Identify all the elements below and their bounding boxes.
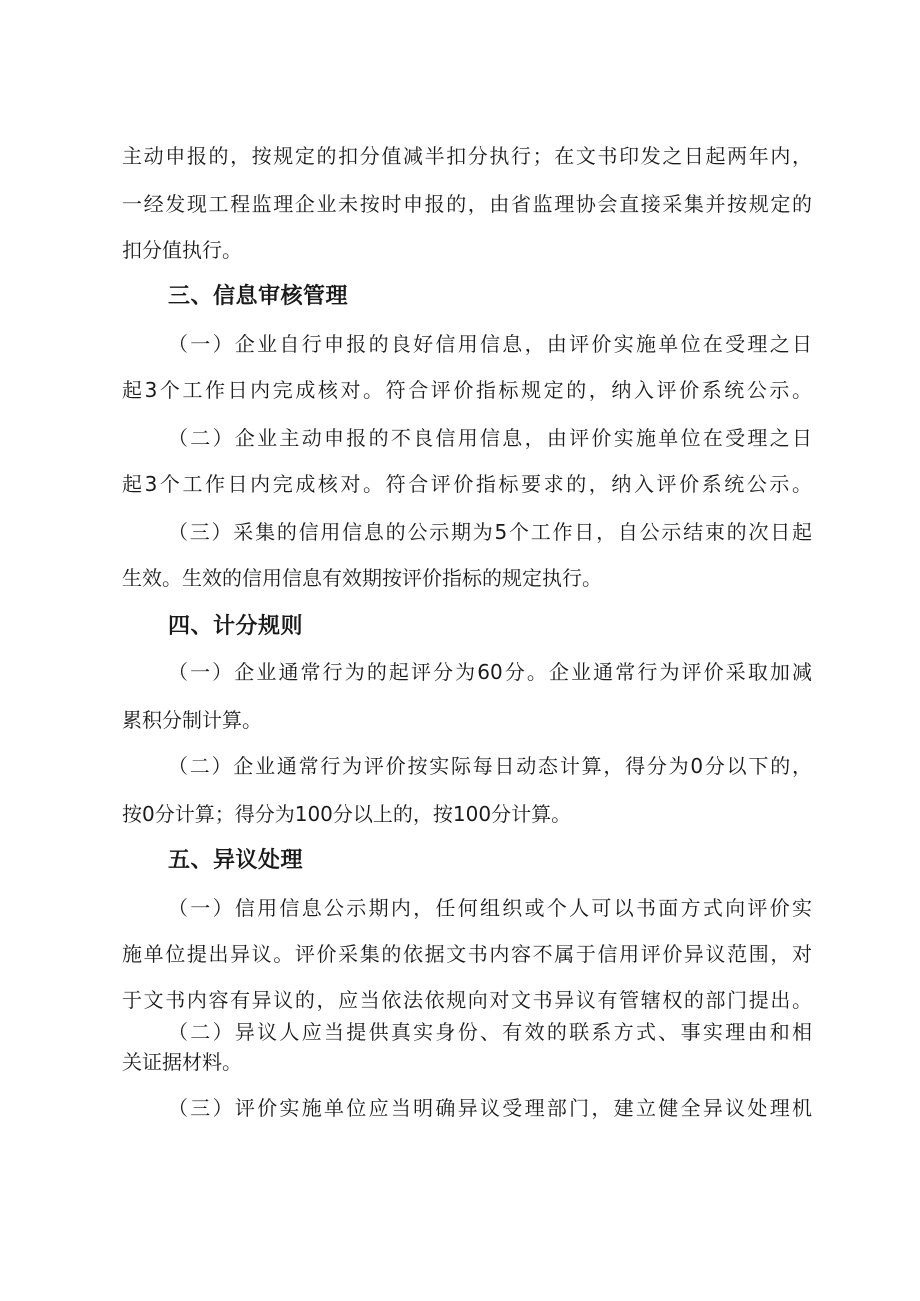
paragraph-line: （一）企业通常行为的起评分为60分。企业通常行为评价采取加减 — [168, 660, 812, 684]
paragraph-line: （一）企业自行申报的良好信用信息，由评价实施单位在受理之日 — [168, 332, 812, 356]
paragraph-line: 累积分制计算。 — [122, 708, 262, 732]
paragraph-line: 一经发现工程监理企业未按时申报的，由省监理协会直接采集并按规定的 — [122, 192, 812, 216]
section-heading: 四、计分规则 — [168, 614, 304, 639]
paragraph-line: 按0分计算；得分为100分以上的，按100分计算。 — [122, 802, 572, 826]
paragraph-line: （一）信用信息公示期内，任何组织或个人可以书面方式向评价实 — [168, 896, 812, 920]
paragraph-line: （三）评价实施单位应当明确异议受理部门，建立健全异议处理机 — [168, 1096, 812, 1120]
section-heading: 五、异议处理 — [168, 848, 304, 873]
paragraph-line: （二）企业通常行为评价按实际每日动态计算，得分为0分以下的， — [168, 754, 812, 778]
paragraph-line: 扣分值执行。 — [122, 238, 242, 262]
paragraph-line: 施单位提出异议。评价采集的依据文书内容不属于信用评价异议范围，对 — [122, 942, 812, 966]
section-heading: 三、信息审核管理 — [168, 284, 349, 309]
paragraph-line: 主动申报的，按规定的扣分值减半扣分执行；在文书印发之日起两年内， — [122, 144, 812, 168]
paragraph-line: 于文书内容有异议的，应当依法依规向对文书异议有管辖权的部门提出。 — [122, 988, 812, 1012]
paragraph-line: 起3个工作日内完成核对。符合评价指标规定的，纳入评价系统公示。 — [122, 378, 812, 402]
paragraph-line: （三）采集的信用信息的公示期为5个工作日，自公示结束的次日起 — [168, 520, 812, 544]
paragraph-line: 生效。生效的信用信息有效期按评价指标的规定执行。 — [122, 566, 602, 590]
paragraph-line: （二）异议人应当提供真实身份、有效的联系方式、事实理由和相 — [168, 1020, 812, 1044]
paragraph-line: （二）企业主动申报的不良信用信息，由评价实施单位在受理之日 — [168, 426, 812, 450]
paragraph-line: 起3个工作日内完成核对。符合评价指标要求的，纳入评价系统公示。 — [122, 472, 812, 496]
paragraph-line: 关证据材料。 — [122, 1050, 242, 1074]
